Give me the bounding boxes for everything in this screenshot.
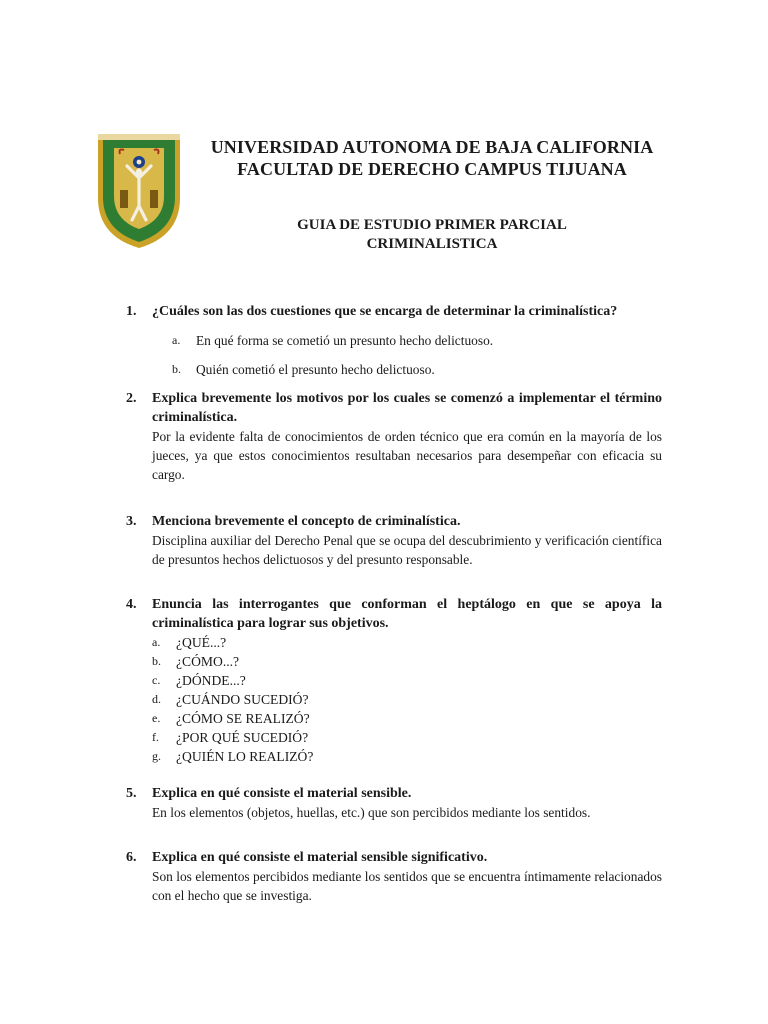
question-number: 1. [126,304,137,319]
item-text: Quién cometió el presunto hecho delictuoso. [196,362,435,377]
question-list [126,302,662,905]
item-letter: b. [172,362,181,376]
guide-title-line2: CRIMINALISTICA [366,236,498,252]
document-header [200,136,664,180]
item-text: ¿POR QUÉ SUCEDIÓ? [176,730,309,745]
question-text: Explica en qué consiste el material sensible significativo. [152,850,488,865]
answer-list [152,633,662,766]
list-item [152,747,662,766]
item-letter: g. [152,749,161,763]
list-item [152,690,662,709]
answer-text: En los elementos (objetos, huellas, etc.) que son percibidos mediante los sentidos. [152,805,591,820]
item-letter: e. [152,711,161,725]
answer-text: Por la evidente falta de conocimientos de orden técnico que era común en la mayoría de los jueces, ya que estos conocimientos resultaban necesarios para desempeñar con eficacia su cargo. [152,429,662,482]
item-letter: f. [152,730,159,744]
list-item [152,728,662,747]
item-text: ¿DÓNDE...? [176,673,246,688]
list-item [152,652,662,671]
question-1 [126,302,662,379]
question-number: 5. [126,786,137,801]
item-text: ¿CÓMO...? [176,654,240,669]
question-6 [126,848,662,905]
question-4 [126,595,662,766]
list-item [152,709,662,728]
question-text: Explica en qué consiste el material sensible. [152,786,412,801]
item-letter: c. [152,673,161,687]
item-text: ¿CUÁNDO SUCEDIÓ? [176,692,309,707]
answer-text: Disciplina auxiliar del Derecho Penal que se ocupa del descubrimiento y verificación científica de presuntos hechos delictuosos y del presunto responsable. [152,533,662,567]
guide-title [200,216,664,254]
question-2 [126,389,662,484]
question-number: 3. [126,514,137,529]
question-text: Explica brevemente los motivos por los cuales se comenzó a implementar el término criminalística. [152,391,662,425]
question-text: Enuncia las interrogantes que conforman el heptálogo en que se apoya la criminalística para lograr sus objetivos. [152,597,662,631]
question-number: 6. [126,850,137,865]
list-item [152,633,662,652]
item-letter: a. [172,333,181,347]
item-letter: b. [152,654,161,668]
item-letter: a. [152,635,161,649]
university-name: UNIVERSIDAD AUTONOMA DE BAJA CALIFORNIA [210,137,654,157]
question-text: ¿Cuáles son las dos cuestiones que se encarga de determinar la criminalística? [152,304,618,319]
answer-list [152,331,662,379]
list-item [152,360,662,379]
item-letter: d. [152,692,161,706]
item-text: En qué forma se cometió un presunto hecho delictuoso. [196,333,494,348]
item-text: ¿QUÉ...? [176,635,227,650]
question-5 [126,784,662,822]
question-number: 2. [126,391,137,406]
question-text: Menciona brevemente el concepto de criminalística. [152,514,461,529]
list-item [152,331,662,350]
faculty-name: FACULTAD DE DERECHO CAMPUS TIJUANA [237,159,627,179]
uabc-shield-logo [94,128,184,252]
question-3 [126,512,662,569]
list-item [152,671,662,690]
item-text: ¿QUIÉN LO REALIZÓ? [176,749,314,764]
answer-text: Son los elementos percibidos mediante los sentidos que se encuentra íntimamente relacionados con el hecho que se investiga. [152,869,662,903]
question-number: 4. [126,597,137,612]
item-text: ¿CÓMO SE REALIZÓ? [176,711,310,726]
guide-title-line1: GUIA DE ESTUDIO PRIMER PARCIAL [297,217,567,233]
